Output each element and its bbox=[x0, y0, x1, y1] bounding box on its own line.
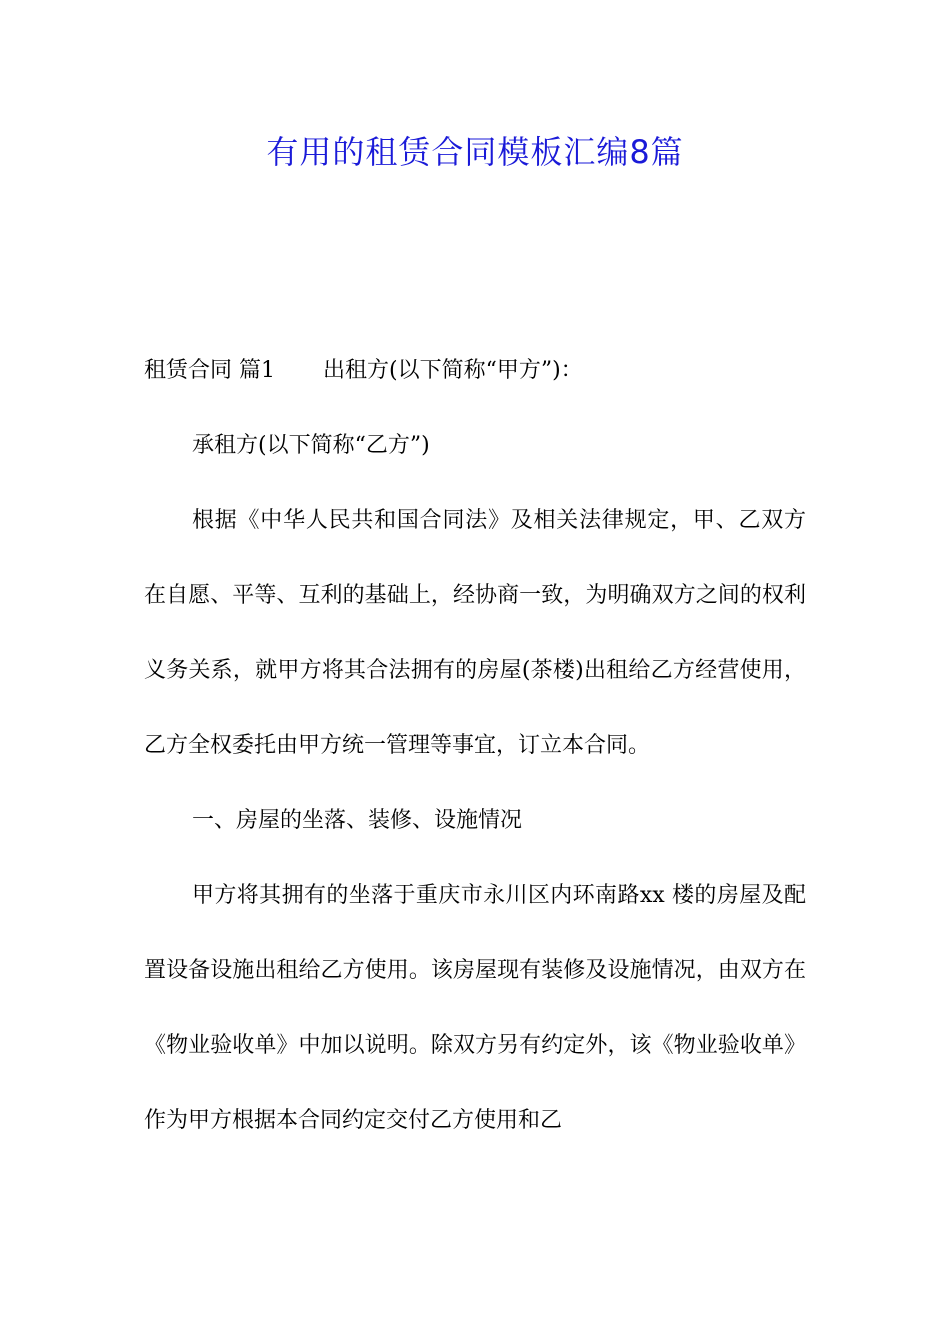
document-body bbox=[144, 333, 806, 1158]
lessor-line: 出租方(以下简称“甲方”)： bbox=[323, 358, 583, 383]
section-heading: 一、房屋的坐落、装修、设施情况 bbox=[192, 808, 523, 833]
intro-line bbox=[144, 333, 806, 408]
lessee-paragraph: 承租方(以下简称“乙方”) bbox=[192, 433, 430, 458]
preamble-paragraph: 根据《中华人民共和国合同法》及相关法律规定，甲、乙双方在自愿、平等、互利的基础上，经协商一致，为明确双方之间的权利义务关系，就甲方将其合法拥有的房屋(茶楼)出租给乙方经营使用，乙方全权委托由甲方统一管理等事宜，订立本合同。 bbox=[144, 508, 806, 758]
document-title: 有用的租赁合同模板汇编8篇 bbox=[266, 133, 684, 171]
section-label: 租赁合同 篇1 bbox=[144, 358, 275, 383]
location-paragraph: 甲方将其拥有的坐落于重庆市永川区内环南路xx 楼的房屋及配置设备设施出租给乙方使用。该房屋现有装修及设施情况，由双方在《物业验收单》中加以说明。除双方另有约定外，该《物业验收单》作为甲方根据本合同约定交付乙方使用和乙 bbox=[144, 883, 806, 1133]
